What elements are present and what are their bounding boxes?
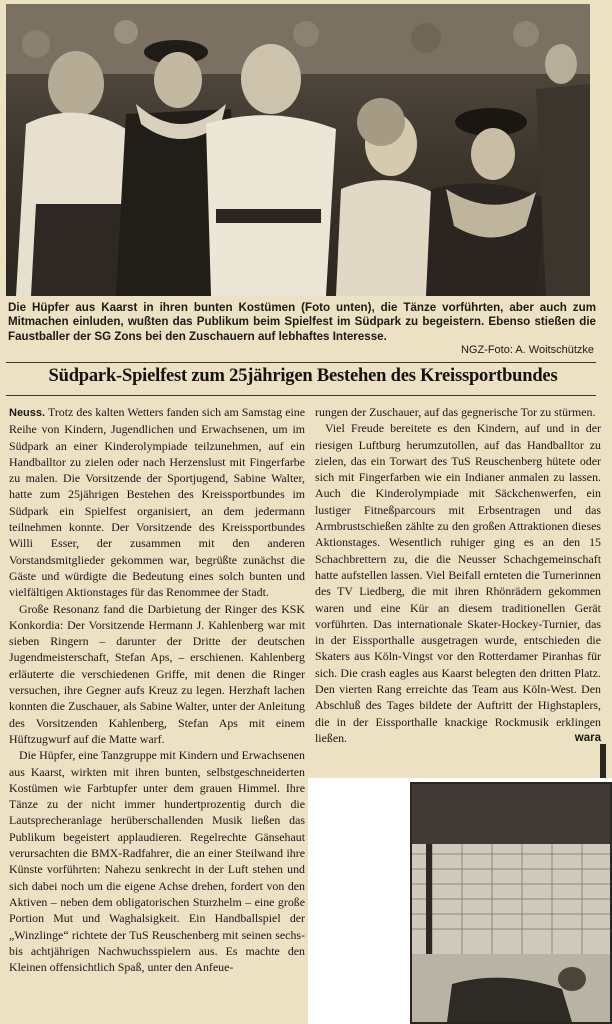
faustball-photo <box>410 782 612 1024</box>
photo-credit: NGZ-Foto: A. Woitschützke <box>460 344 594 356</box>
dancers-photo-icon <box>6 4 590 296</box>
author-signature: wara <box>574 731 601 744</box>
paragraph <box>315 420 601 746</box>
paragraph: Große Resonanz fand die Darbietung der Ringer des KSK Konkordia: Der Vorsitzende Hermann J. Kahlenberg war mit sieben Ringern – darunter der Dritte der deutschen Jugendmeisterschaft, Stefan Aps, – erschienen. Kahlenberg erläuterte die verschiedenen Griffe, mit denen die Ringer versuchen, ihre Gegner aufs Kreuz zu legen. Herzhaft lachen konnten die Zuschauer, als Sabine Walter, unter der Anleitung des Vorsitzenden Kahlenberg, Stefan Aps mit einem Hüftzugwurf auf die Matte warf. <box>9 601 305 746</box>
headline: Südpark-Spielfest zum 25jährigen Bestehen des Kreissportbundes <box>48 366 558 386</box>
divider <box>6 395 596 396</box>
divider <box>6 362 596 363</box>
faustball-photo-icon <box>412 784 610 1022</box>
article-column-1 <box>9 404 305 975</box>
photo-caption: Die Hüpfer aus Kaarst in ihren bunten Kostümen (Foto unten), die Tänze vorführten, aber auch zum Mitmachen einluden, wußten das Publikum beim Spielfest im Südpark zu begeistern. Ebenso stießen die Faustballer der SG Zons bei den Zuschauern auf lebhaftes Interesse. <box>8 301 596 343</box>
divider <box>600 744 606 778</box>
paragraph-text: Viel Freude bereitete es den Kindern, auf und in der riesigen Luftburg herumzutollen, auf das Handballtor zu zielen, das ein Torwart des TuS Reuschenberg hütete oder sich mit Fingerfarben wie ein Indianer anmalen zu lassen. Auch die Kinderolympiade mit Säckchenwerfen, ein lustiger Fitneßparcours mit Erbsentragen und das Armbrustschießen zählte zu den großen Attraktionen dieses Aktionstages. Wesentlich ruhiger ging es an den 15 Schachbrettern zu, die die Neusser Schachgemeinschaft hatte aufstellen lassen. Viel Beifall ernteten die Turnerinnen des TV Liedberg, die mit ihren Rhönrädern gekommen waren und eine Kür an diesem traditionellen Gerät vorführten. Das internationale Skater-Hockey-Turnier, das in der Eissporthalle ausgetragen wurde, entschieden die Skaters aus Köln-Vingst vor den Rotterdamer Piranhas für sich. Die crash eagles aus Kaarst belegten den dritten Platz. Den vierten Rang erreichte das Team aus Köln-West. Den Abschluß des Tages bildete der Auftritt der Highstaplers, die in der Eissporthalle knackige Rockmusik erklingen ließen. <box>315 421 601 745</box>
paragraph-text: Trotz des kalten Wetters fanden sich am Samstag eine Reihe von Kindern, Jugendlichen und Erwachsenen, um im Südpark an einer Kinderolympiade teilzunehmen, auf ein Handballtor zu zielen oder nach Herzenslust mit Fingerfarbe zu malen. Die Vorsitzende der Sportjugend, Sabine Walter, hatte zum 25jährigen Bestehen des Kreissportbundes im Südpark ein Spielfest organisiert, an dem jedermann teilnehmen konnte. Der Vorsitzende des Kreissportbundes Willi Esser, der zusammen mit den anderen Vorstandsmitglieder gekommen war, begrüßte zunächst die Gäste und würdigte die Bedeutung eines solch bunten und vielfältigen Aktionstages für das Renommee der Stadt. <box>9 405 306 600</box>
dateline: Neuss. <box>9 407 46 419</box>
paragraph: Die Hüpfer, eine Tanzgruppe mit Kindern und Erwachsenen aus Kaarst, wirkten mit ihren bunten, selbstgeschneiderten Kostümen wie Farbtupfer unter dem grauen Himmel. Ihre Tänze zu der nicht immer hundertprozentig durch die Lautsprecheranlage herüberschallenden Musik ließen das Publikum begeistert applaudieren. Regelrechte Gänsehaut verursachten die BMX-Radfahrer, die an einer Steilwand ihre Künste vorführten: Nahezu senkrecht in der Luft stehen und sich dabei noch um die eigene Achse drehen, fordert von den Aktiven – neben dem obligatorischen Sturzhelm – eine große Portion Mut und Waghalsigkeit. Ein Handballspiel der „Winzlinge“ richtete der TuS Reuschenberg mit seinen sechs- bis achtjährigen Nachwuchsspielern aus. Es machte den Kleinen offensichtlich Spaß, unter den Anfeue- <box>9 748 305 975</box>
paragraph <box>9 404 305 601</box>
article-column-2 <box>315 404 601 746</box>
dancers-photo <box>6 4 590 296</box>
paragraph: rungen der Zuschauer, auf das gegnerische Tor zu stürmen. <box>315 405 596 419</box>
